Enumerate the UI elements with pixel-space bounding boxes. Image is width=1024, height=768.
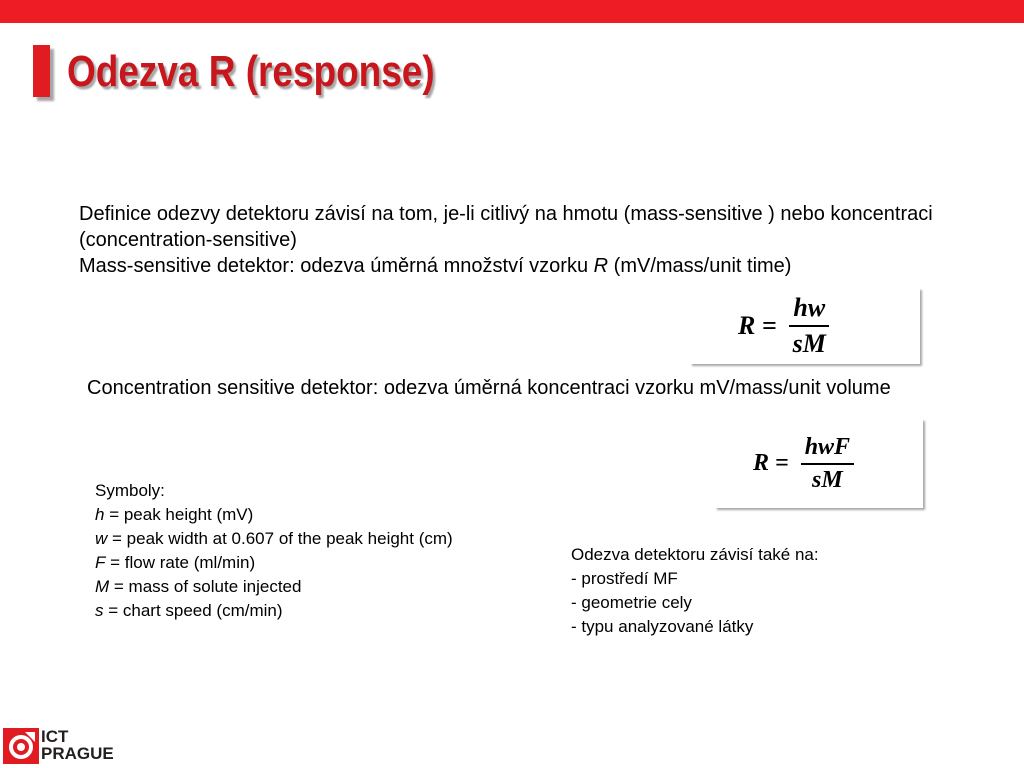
response-symbol: R [593, 255, 609, 277]
symbol-name: F [95, 553, 106, 572]
symbol-item [95, 503, 453, 527]
top-accent-bar [0, 0, 1024, 23]
intro-definition: Definice odezvy detektoru závisí na tom, je-li citlivý na hmotu (mass-sensitive ) nebo koncentraci (concentration-sensitive) [79, 203, 933, 251]
ict-prague-logo-icon [3, 728, 39, 764]
symbol-item [95, 575, 453, 599]
response-dependencies [571, 543, 819, 639]
symbol-name: s [95, 601, 104, 620]
dependency-item: - prostředí MF [571, 569, 678, 588]
dependency-item: - typu analyzované látky [571, 617, 754, 636]
logo-text [41, 728, 114, 762]
symbol-name: h [95, 505, 105, 524]
formula-fraction [801, 434, 854, 494]
formula-mass-sensitive [690, 288, 920, 364]
formula-lhs: R = [753, 450, 789, 476]
intro-mass-sensitive [79, 253, 979, 279]
intro-text [79, 201, 979, 279]
formula-lhs: R = [738, 311, 777, 340]
symbol-name: M [95, 577, 110, 596]
formula-numerator: hw [789, 293, 829, 327]
mass-sensitive-units: (mV/mass/unit time) [608, 255, 792, 277]
symbol-definition: = peak height (mV) [104, 505, 254, 524]
symbol-item [95, 599, 453, 623]
symbols-list [95, 479, 453, 623]
formula-concentration-sensitive [715, 419, 923, 508]
formula-denominator: sM [812, 466, 843, 493]
symbols-heading: Symboly: [95, 481, 165, 500]
formula-fraction [789, 293, 830, 359]
symbol-definition: = flow rate (ml/min) [105, 553, 256, 572]
symbol-definition: = chart speed (cm/min) [103, 601, 283, 620]
concentration-sensitive-text: Concentration sensitive detektor: odezva úměrná koncentraci vzorku mV/mass/unit volume [87, 377, 891, 399]
dependency-item: - geometrie cely [571, 593, 692, 612]
symbol-item [95, 551, 453, 575]
logo-line-prague: PRAGUE [41, 744, 114, 763]
symbol-name: w [95, 529, 108, 548]
mass-sensitive-text: Mass-sensitive detektor: odezva úměrná množství vzorku [79, 255, 594, 277]
ict-prague-logo [3, 727, 123, 767]
symbol-item [95, 527, 453, 551]
formula-numerator: hwF [801, 434, 854, 465]
logo-line-ict: ICT [41, 727, 69, 746]
dependencies-heading: Odezva detektoru závisí také na: [571, 545, 819, 564]
symbol-definition: = mass of solute injected [109, 577, 302, 596]
title-marker [33, 45, 50, 97]
formula-denominator: sM [792, 329, 826, 358]
concentration-text-block [87, 375, 937, 401]
symbol-definition: = peak width at 0.607 of the peak height (cm) [107, 529, 453, 548]
slide-title: Odezva R (response) [67, 47, 435, 96]
